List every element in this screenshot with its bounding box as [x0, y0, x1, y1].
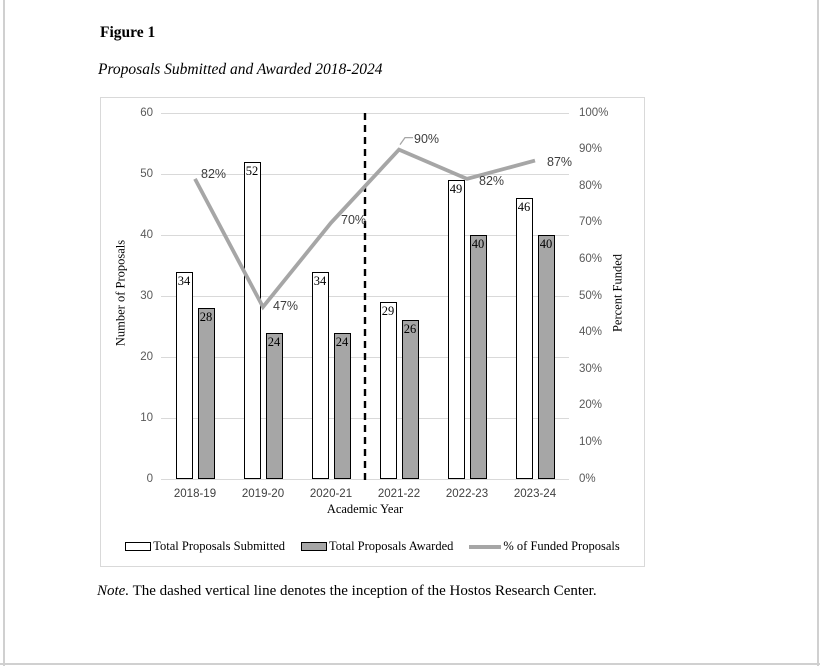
gridline	[161, 479, 569, 480]
line-point-label: 70%	[341, 212, 367, 227]
y-axis-tick-label-left: 50	[140, 167, 153, 180]
y-axis-tick-label-right: 70%	[579, 216, 603, 229]
bar-awarded	[198, 308, 215, 479]
y-axis-tick-label-left: 30	[140, 289, 153, 302]
bar-value-label: 34	[313, 273, 327, 288]
bar-value-label: 24	[267, 334, 281, 349]
y-axis-title-right: Percent Funded	[610, 253, 625, 333]
y-axis-title-left: Number of Proposals	[113, 239, 128, 347]
y-axis-tick-label-left: 20	[140, 350, 153, 363]
line-point-label: 47%	[273, 298, 299, 313]
bar-value-label: 46	[517, 200, 531, 215]
note-text: The dashed vertical line denotes the inception of the Hostos Research Center.	[129, 583, 597, 599]
bar-value-label: 24	[335, 334, 349, 349]
y-axis-tick-label-right: 60%	[579, 252, 603, 265]
bar-submitted	[176, 272, 193, 479]
bar-submitted	[380, 302, 397, 479]
y-axis-tick-label-right: 30%	[579, 362, 603, 375]
bar-value-label: 26	[403, 322, 417, 337]
x-axis-tick-label: 2020-21	[309, 488, 353, 500]
bar-value-label: 40	[539, 237, 553, 251]
x-axis-title: Academic Year	[326, 502, 404, 516]
x-axis-tick-label: 2019-20	[241, 488, 285, 500]
bar-value-label: 34	[177, 273, 191, 288]
legend-label-awarded: Total Proposals Awarded	[329, 539, 454, 553]
bar-awarded	[402, 320, 419, 479]
legend-swatch-line	[469, 545, 501, 549]
gridline	[161, 357, 569, 358]
line-point-label: 87%	[547, 154, 573, 169]
chart-canvas	[100, 97, 645, 567]
gridline	[161, 418, 569, 419]
y-axis-tick-label-right: 10%	[579, 435, 603, 448]
bar-value-label: 29	[381, 304, 395, 319]
bar-value-label: 28	[199, 310, 213, 325]
y-axis-tick-label-left: 0	[146, 472, 153, 485]
bar-value-label: 40	[471, 237, 485, 251]
bar-value-label: 52	[245, 163, 259, 178]
figure-label: Figure 1	[100, 24, 156, 41]
y-axis-tick-label-right: 40%	[579, 326, 603, 339]
figure-note	[97, 583, 597, 600]
y-axis-tick-label-right: 100%	[579, 106, 609, 119]
bar-value-label: 49	[449, 182, 463, 197]
legend-item-awarded	[301, 539, 453, 554]
gridline	[161, 296, 569, 297]
page-edge-left	[3, 0, 5, 666]
line-point-label: 90%	[414, 131, 440, 146]
bar-awarded	[334, 333, 351, 479]
y-axis-tick-label-right: 20%	[579, 399, 603, 412]
bar-submitted	[448, 180, 465, 479]
x-axis-tick-label: 2021-22	[377, 488, 421, 500]
y-axis-tick-label-left: 40	[140, 228, 153, 241]
bar-awarded	[470, 235, 487, 479]
chart-legend	[101, 539, 644, 554]
figure-title: Proposals Submitted and Awarded 2018-2024	[98, 61, 383, 78]
x-axis-tick-label: 2023-24	[513, 488, 557, 500]
legend-item-funded-line	[469, 539, 619, 554]
legend-label-submitted: Total Proposals Submitted	[153, 539, 286, 553]
bar-submitted	[244, 162, 261, 479]
legend-item-submitted	[125, 539, 285, 554]
gridline	[161, 235, 569, 236]
legend-label-funded: % of Funded Proposals	[503, 539, 620, 553]
legend-swatch-awarded-bar	[301, 542, 327, 551]
gridline	[161, 113, 569, 114]
y-axis-tick-label-right: 0%	[579, 472, 596, 485]
x-axis-tick-label: 2022-23	[445, 488, 489, 500]
note-prefix: Note.	[97, 583, 130, 599]
y-axis-tick-label-left: 60	[140, 106, 153, 119]
bar-awarded	[538, 235, 555, 479]
bar-awarded	[266, 333, 283, 479]
line-point-label: 82%	[479, 173, 505, 188]
x-axis-tick-label: 2018-19	[173, 488, 217, 500]
y-axis-tick-label-right: 80%	[579, 179, 603, 192]
data-label-leader-line	[400, 138, 413, 145]
page-edge-right	[817, 0, 819, 666]
legend-swatch-submitted-bar	[125, 542, 151, 551]
page-edge-bottom	[0, 663, 820, 665]
bar-submitted	[516, 198, 533, 479]
y-axis-tick-label-right: 50%	[579, 289, 603, 302]
y-axis-tick-label-right: 90%	[579, 143, 603, 156]
line-point-label: 82%	[201, 166, 227, 181]
bar-submitted	[312, 272, 329, 479]
y-axis-tick-label-left: 10	[140, 411, 153, 424]
